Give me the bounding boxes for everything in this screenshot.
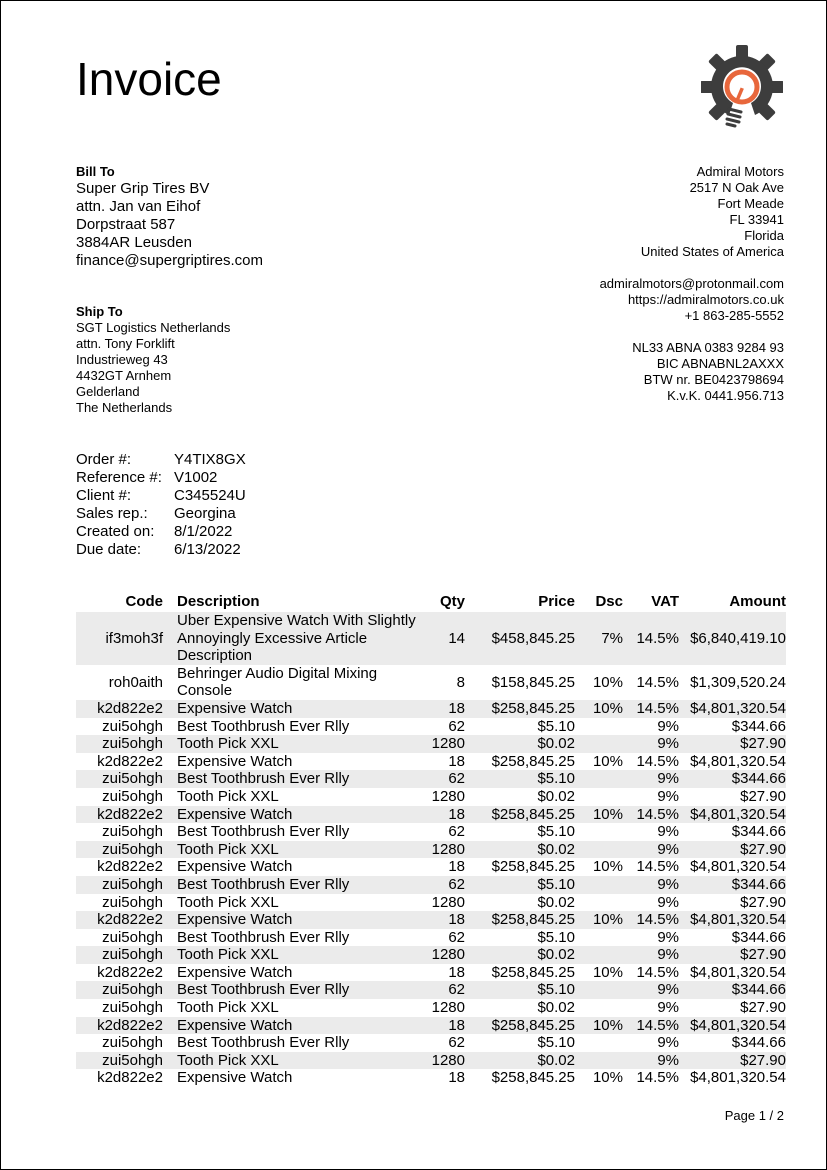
table-row (76, 1034, 786, 1052)
cell-qty: 62 (448, 770, 465, 788)
cell-qty: 1280 (431, 999, 465, 1017)
cell-discount (581, 788, 629, 806)
cell-discount (581, 1052, 629, 1070)
cell-description: Tooth Pick XXL (177, 999, 279, 1017)
cell-description: Best Toothbrush Ever Rlly (177, 875, 350, 893)
cell-discount (581, 823, 629, 841)
table-row (76, 929, 786, 947)
cell-amount: $4,801,320.54 (690, 858, 786, 876)
cell-price: $158,845.25 (491, 673, 575, 691)
cell-price: $5.10 (537, 875, 575, 893)
company-iban: NL33 ABNA 0383 9284 93 (632, 340, 784, 355)
cell-vat: 14.5% (636, 699, 679, 717)
cell-amount: $27.90 (740, 1051, 786, 1069)
cell-amount: $344.66 (731, 981, 786, 999)
cell-qty: 18 (448, 1016, 465, 1034)
cell-discount (581, 735, 629, 753)
cell-amount: $4,801,320.54 (690, 699, 786, 717)
cell-price: $0.02 (537, 946, 575, 964)
cell-description: Expensive Watch (177, 858, 293, 876)
cell-code: roh0aith (108, 673, 163, 691)
cell-code: zui5ohgh (102, 875, 163, 893)
table-row (76, 964, 786, 982)
ship-to-line: Gelderland (76, 384, 140, 399)
cell-discount (581, 770, 629, 788)
cell-description: Best Toothbrush Ever Rlly (177, 823, 350, 841)
table-row (76, 700, 786, 718)
cell-discount (581, 981, 629, 999)
cell-amount: $27.90 (740, 840, 786, 858)
cell-amount: $4,801,320.54 (690, 805, 786, 823)
cell-vat: 9% (657, 840, 679, 858)
cell-description: Expensive Watch (177, 1069, 293, 1087)
cell-code: zui5ohgh (102, 1034, 163, 1052)
cell-qty: 18 (448, 963, 465, 981)
table-row (76, 981, 786, 999)
cell-discount: 10% (592, 1069, 623, 1087)
meta-label: Sales rep.: (76, 505, 148, 522)
cell-vat: 14.5% (636, 1069, 679, 1087)
cell-price: $258,845.25 (491, 963, 575, 981)
meta-value: Georgina (174, 505, 236, 522)
cell-qty: 18 (448, 752, 465, 770)
table-row (76, 823, 786, 841)
cell-description: Expensive Watch (177, 752, 293, 770)
cell-vat: 9% (657, 999, 679, 1017)
cell-discount (581, 999, 629, 1017)
cell-description: Behringer Audio Digital Mixing Console (177, 664, 378, 700)
cell-code: k2d822e2 (97, 805, 163, 823)
meta-label: Due date: (76, 541, 142, 558)
ship-to-line: SGT Logistics Netherlands (76, 320, 231, 335)
cell-description: Best Toothbrush Ever Rlly (177, 981, 350, 999)
cell-vat: 14.5% (636, 911, 679, 929)
cell-vat: 14.5% (636, 673, 679, 691)
cell-price: $0.02 (537, 840, 575, 858)
meta-value: V1002 (174, 469, 218, 486)
col-header-discount: Dsc (595, 593, 623, 610)
cell-discount: 7% (601, 629, 623, 647)
cell-code: k2d822e2 (97, 752, 163, 770)
col-header-qty: Qty (439, 593, 465, 610)
cell-price: $0.02 (537, 735, 575, 753)
table-row (76, 770, 786, 788)
table-row (76, 894, 786, 912)
cell-description: Expensive Watch (177, 699, 293, 717)
cell-discount: 10% (592, 911, 623, 929)
cell-amount: $344.66 (731, 770, 786, 788)
cell-code: k2d822e2 (97, 1016, 163, 1034)
cell-vat: 9% (657, 787, 679, 805)
cell-vat: 14.5% (636, 963, 679, 981)
cell-qty: 1280 (431, 1051, 465, 1069)
cell-qty: 8 (456, 673, 465, 691)
bill-to-email: finance@supergriptires.com (76, 252, 263, 269)
cell-description: Tooth Pick XXL (177, 787, 279, 805)
cell-price: $258,845.25 (491, 911, 575, 929)
cell-amount: $344.66 (731, 928, 786, 946)
table-row (76, 876, 786, 894)
cell-price: $0.02 (537, 1051, 575, 1069)
cell-qty: 18 (448, 805, 465, 823)
cell-code: zui5ohgh (102, 999, 163, 1017)
cell-amount: $4,801,320.54 (690, 963, 786, 981)
cell-amount: $344.66 (731, 823, 786, 841)
table-row (76, 806, 786, 824)
company-kvk: K.v.K. 0441.956.713 (667, 388, 784, 403)
cell-price: $458,845.25 (491, 629, 575, 647)
cell-discount: 10% (592, 699, 623, 717)
bill-to-section (76, 164, 263, 270)
cell-qty: 62 (448, 981, 465, 999)
cell-qty: 18 (448, 1069, 465, 1087)
cell-price: $5.10 (537, 1034, 575, 1052)
company-vat-number: BTW nr. BE0423798694 (643, 372, 784, 387)
cell-amount: $4,801,320.54 (690, 752, 786, 770)
ship-to-heading: Ship To (76, 304, 123, 319)
company-address-line: FL 33941 (729, 212, 784, 227)
table-row (76, 911, 786, 929)
cell-price: $258,845.25 (491, 1069, 575, 1087)
cell-discount (581, 929, 629, 947)
cell-description: Tooth Pick XXL (177, 1051, 279, 1069)
meta-value: 8/1/2022 (174, 523, 233, 540)
cell-code: zui5ohgh (102, 946, 163, 964)
cell-amount: $4,801,320.54 (690, 1069, 786, 1087)
cell-qty: 18 (448, 858, 465, 876)
cell-code: zui5ohgh (102, 1051, 163, 1069)
bill-to-line: attn. Jan van Eihof (76, 198, 201, 215)
company-bic: BIC ABNABNL2AXXX (656, 356, 784, 371)
meta-label: Created on: (76, 523, 155, 540)
company-website: https://admiralmotors.co.uk (627, 292, 784, 307)
cell-amount: $27.90 (740, 735, 786, 753)
table-row (76, 946, 786, 964)
meta-value: C345524U (174, 487, 246, 504)
bill-to-line: Super Grip Tires BV (76, 180, 210, 197)
meta-value: 6/13/2022 (174, 541, 241, 558)
col-header-amount: Amount (729, 593, 786, 610)
table-row (76, 718, 786, 736)
cell-code: k2d822e2 (97, 911, 163, 929)
cell-price: $5.10 (537, 823, 575, 841)
cell-discount (581, 1034, 629, 1052)
cell-discount (581, 946, 629, 964)
table-row (76, 735, 786, 753)
cell-description: Expensive Watch (177, 963, 293, 981)
cell-discount: 10% (592, 752, 623, 770)
table-row (76, 753, 786, 771)
cell-vat: 9% (657, 735, 679, 753)
meta-label: Reference #: (76, 469, 162, 486)
cell-code: zui5ohgh (102, 840, 163, 858)
cell-vat: 9% (657, 717, 679, 735)
line-items-table (76, 591, 786, 1087)
cell-vat: 9% (657, 823, 679, 841)
cell-discount (581, 876, 629, 894)
cell-description: Tooth Pick XXL (177, 893, 279, 911)
meta-value: Y4TIX8GX (174, 451, 246, 468)
company-address-line: 2517 N Oak Ave (689, 180, 784, 195)
table-row (76, 841, 786, 859)
cell-code: zui5ohgh (102, 717, 163, 735)
cell-vat: 14.5% (636, 752, 679, 770)
cell-description: Best Toothbrush Ever Rlly (177, 928, 350, 946)
company-phone: +1 863-285-5552 (684, 308, 784, 323)
cell-discount: 10% (592, 1016, 623, 1034)
cell-price: $258,845.25 (491, 858, 575, 876)
cell-code: zui5ohgh (102, 735, 163, 753)
cell-qty: 62 (448, 928, 465, 946)
cell-vat: 14.5% (636, 805, 679, 823)
cell-code: if3moh3f (105, 629, 163, 647)
company-logo-icon (701, 45, 783, 131)
cell-discount (581, 718, 629, 736)
cell-vat: 14.5% (636, 1016, 679, 1034)
cell-description: Tooth Pick XXL (177, 840, 279, 858)
table-row (76, 788, 786, 806)
cell-price: $5.10 (537, 717, 575, 735)
page-title: Invoice (76, 53, 222, 105)
meta-row (76, 487, 246, 505)
meta-row (76, 541, 246, 559)
company-address-line: Fort Meade (717, 196, 784, 211)
table-row (76, 858, 786, 876)
table-row (76, 612, 786, 665)
cell-code: k2d822e2 (97, 699, 163, 717)
meta-row (76, 523, 246, 541)
cell-discount: 10% (592, 673, 623, 691)
cell-amount: $344.66 (731, 875, 786, 893)
cell-code: zui5ohgh (102, 893, 163, 911)
bill-to-line: Dorpstraat 587 (76, 216, 176, 233)
cell-qty: 1280 (431, 787, 465, 805)
cell-vat: 14.5% (636, 858, 679, 876)
cell-description: Expensive Watch (177, 805, 293, 823)
cell-vat: 9% (657, 1051, 679, 1069)
cell-description: Tooth Pick XXL (177, 735, 279, 753)
cell-description: Best Toothbrush Ever Rlly (177, 717, 350, 735)
cell-code: k2d822e2 (97, 1069, 163, 1087)
meta-row (76, 451, 246, 469)
cell-description: Uber Expensive Watch With Slightly Annoyingly Excessive Article Description (177, 612, 416, 665)
col-header-description: Description (177, 593, 260, 610)
cell-vat: 9% (657, 770, 679, 788)
cell-code: zui5ohgh (102, 928, 163, 946)
ship-to-line: attn. Tony Forklift (76, 336, 175, 351)
cell-code: zui5ohgh (102, 823, 163, 841)
cell-amount: $344.66 (731, 1034, 786, 1052)
ship-to-line: The Netherlands (76, 400, 173, 415)
company-address-line: United States of America (640, 244, 784, 259)
bill-to-line: 3884AR Leusden (76, 234, 192, 251)
cell-price: $0.02 (537, 787, 575, 805)
cell-qty: 1280 (431, 946, 465, 964)
cell-qty: 1280 (431, 735, 465, 753)
ship-to-section (76, 304, 230, 416)
cell-amount: $27.90 (740, 893, 786, 911)
cell-price: $258,845.25 (491, 752, 575, 770)
cell-price: $258,845.25 (491, 699, 575, 717)
table-row (76, 1052, 786, 1070)
cell-price: $0.02 (537, 999, 575, 1017)
cell-description: Best Toothbrush Ever Rlly (177, 770, 350, 788)
cell-qty: 62 (448, 823, 465, 841)
cell-code: zui5ohgh (102, 787, 163, 805)
cell-code: zui5ohgh (102, 981, 163, 999)
cell-price: $5.10 (537, 770, 575, 788)
cell-price: $5.10 (537, 928, 575, 946)
col-header-vat: VAT (651, 593, 679, 610)
cell-amount: $1,309,520.24 (690, 673, 786, 691)
table-row (76, 665, 786, 700)
cell-amount: $27.90 (740, 946, 786, 964)
cell-vat: 9% (657, 981, 679, 999)
cell-price: $258,845.25 (491, 805, 575, 823)
company-email: admiralmotors@protonmail.com (599, 276, 784, 291)
cell-amount: $344.66 (731, 717, 786, 735)
cell-qty: 1280 (431, 840, 465, 858)
cell-amount: $27.90 (740, 787, 786, 805)
meta-label: Order #: (76, 451, 132, 468)
cell-vat: 9% (657, 893, 679, 911)
cell-amount: $27.90 (740, 999, 786, 1017)
bill-to-heading: Bill To (76, 164, 115, 179)
table-row (76, 999, 786, 1017)
cell-amount: $6,840,419.10 (690, 629, 786, 647)
meta-label: Client #: (76, 487, 132, 504)
cell-description: Expensive Watch (177, 911, 293, 929)
cell-price: $258,845.25 (491, 1016, 575, 1034)
cell-code: k2d822e2 (97, 963, 163, 981)
company-info (600, 164, 784, 404)
cell-description: Tooth Pick XXL (177, 946, 279, 964)
cell-description: Expensive Watch (177, 1016, 293, 1034)
cell-code: zui5ohgh (102, 770, 163, 788)
cell-discount: 10% (592, 963, 623, 981)
cell-vat: 14.5% (636, 629, 679, 647)
cell-price: $0.02 (537, 893, 575, 911)
cell-description: Best Toothbrush Ever Rlly (177, 1034, 350, 1052)
cell-qty: 18 (448, 911, 465, 929)
cell-qty: 62 (448, 1034, 465, 1052)
meta-row (76, 469, 246, 487)
cell-qty: 62 (448, 875, 465, 893)
col-header-price: Price (538, 593, 575, 610)
cell-vat: 9% (657, 946, 679, 964)
cell-discount (581, 841, 629, 859)
cell-vat: 9% (657, 1034, 679, 1052)
cell-discount (581, 894, 629, 912)
cell-qty: 1280 (431, 893, 465, 911)
page-number: Page 1 / 2 (724, 1108, 784, 1123)
table-row (76, 1069, 786, 1087)
cell-price: $5.10 (537, 981, 575, 999)
col-header-code: Code (125, 593, 163, 610)
company-address-line: Admiral Motors (696, 164, 784, 179)
cell-qty: 62 (448, 717, 465, 735)
ship-to-line: Industrieweg 43 (76, 352, 168, 367)
cell-qty: 18 (448, 699, 465, 717)
cell-discount: 10% (592, 805, 623, 823)
ship-to-line: 4432GT Arnhem (76, 368, 172, 383)
table-row (76, 1017, 786, 1035)
cell-amount: $4,801,320.54 (690, 1016, 786, 1034)
cell-vat: 9% (657, 928, 679, 946)
cell-code: k2d822e2 (97, 858, 163, 876)
order-meta (76, 451, 246, 559)
cell-amount: $4,801,320.54 (690, 911, 786, 929)
table-header-row (76, 591, 786, 612)
meta-row (76, 505, 246, 523)
cell-qty: 14 (448, 629, 465, 647)
cell-discount: 10% (592, 858, 623, 876)
cell-vat: 9% (657, 875, 679, 893)
company-address-line: Florida (744, 228, 784, 243)
